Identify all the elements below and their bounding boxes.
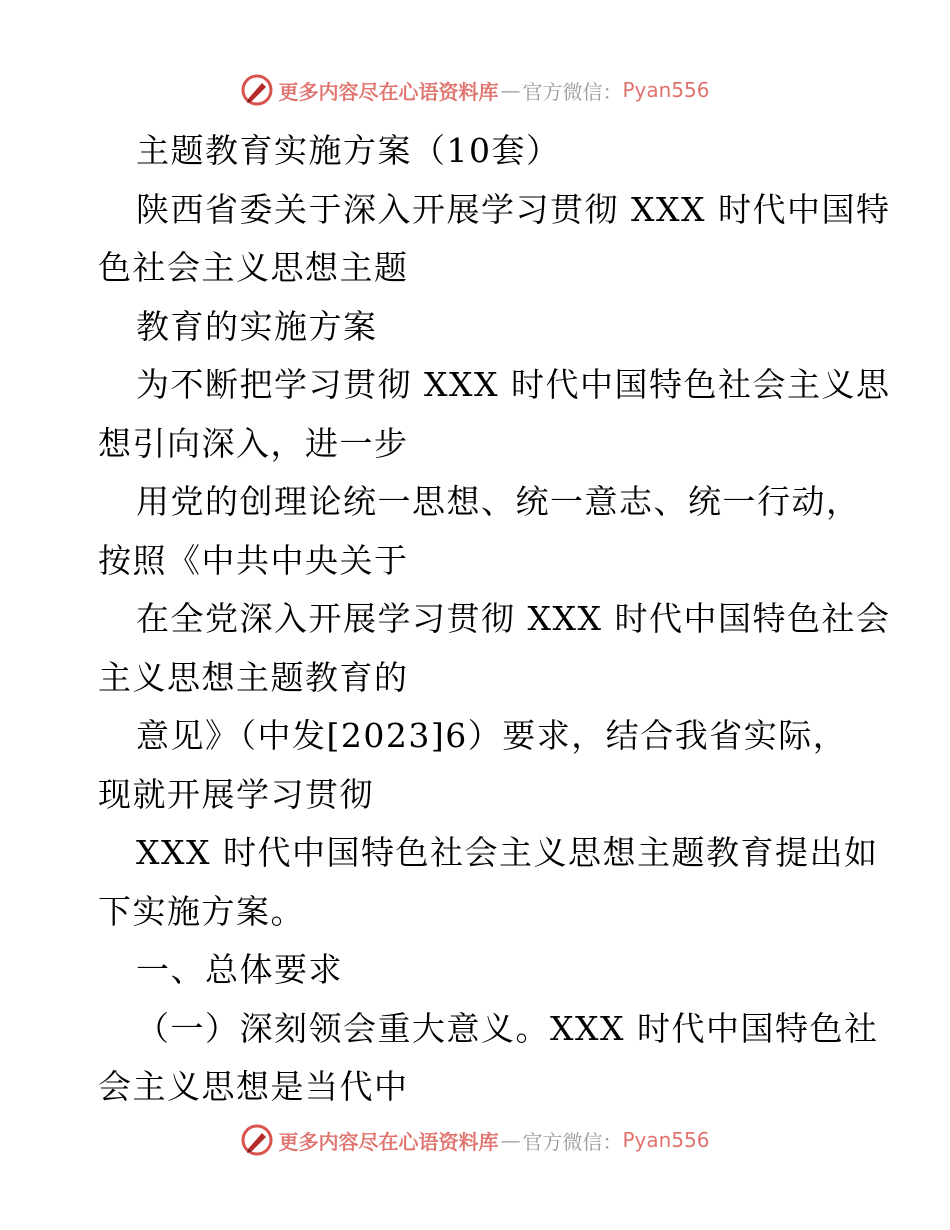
doc-line-5: 为不断把学习贯彻 XXX 时代中国特色社会主义思 xyxy=(136,365,891,404)
watermark-official: 官方微信： xyxy=(522,79,623,104)
doc-line-11: 意见》（中发[2023]6）要求，结合我省实际， xyxy=(136,716,848,755)
pen-logo-icon xyxy=(240,1123,274,1157)
watermark-official: 官方微信： xyxy=(522,1129,623,1154)
watermark-footer xyxy=(0,1120,950,1160)
watermark-account: Pyan556 xyxy=(622,78,710,102)
doc-line-16: （一）深刻领会重大意义。XXX 时代中国特色社 xyxy=(136,1008,879,1048)
doc-line-9: 在全党深入开展学习贯彻 XXX 时代中国特色社会 xyxy=(136,599,891,638)
watermark-brand: 更多内容尽在心语资料库 xyxy=(278,1129,499,1154)
doc-line-7: 用党的创理论统一思想、统一意志、统一行动， xyxy=(136,482,861,521)
document-body xyxy=(98,122,891,1117)
doc-line-10: 主义思想主题教育的 xyxy=(98,657,409,697)
doc-line-6: 想引向深入，进一步 xyxy=(98,423,409,463)
watermark-header xyxy=(0,70,950,110)
doc-line-3: 色社会主义思想主题 xyxy=(98,248,409,287)
doc-line-12: 现就开展学习贯彻 xyxy=(98,774,374,814)
watermark-separator: — xyxy=(500,1128,521,1152)
doc-line-2: 陕西省委关于深入开展学习贯彻 XXX 时代中国特 xyxy=(136,189,891,229)
pen-logo-icon xyxy=(240,73,274,107)
doc-line-17: 会主义思想是当代中 xyxy=(98,1067,409,1106)
watermark-brand: 更多内容尽在心语资料库 xyxy=(278,79,499,104)
doc-line-14: 下实施方案。 xyxy=(98,891,305,931)
watermark-account: Pyan556 xyxy=(622,1128,710,1152)
doc-line-13: XXX 时代中国特色社会主义思想主题教育提出如 xyxy=(136,833,879,872)
doc-line-15: 一、总体要求 xyxy=(136,950,343,989)
doc-line-4: 教育的实施方案 xyxy=(136,306,378,346)
doc-line-8: 按照《中共中央关于 xyxy=(98,540,409,580)
watermark-separator: — xyxy=(500,78,521,102)
doc-line-1: 主题教育实施方案（10套） xyxy=(136,131,561,170)
